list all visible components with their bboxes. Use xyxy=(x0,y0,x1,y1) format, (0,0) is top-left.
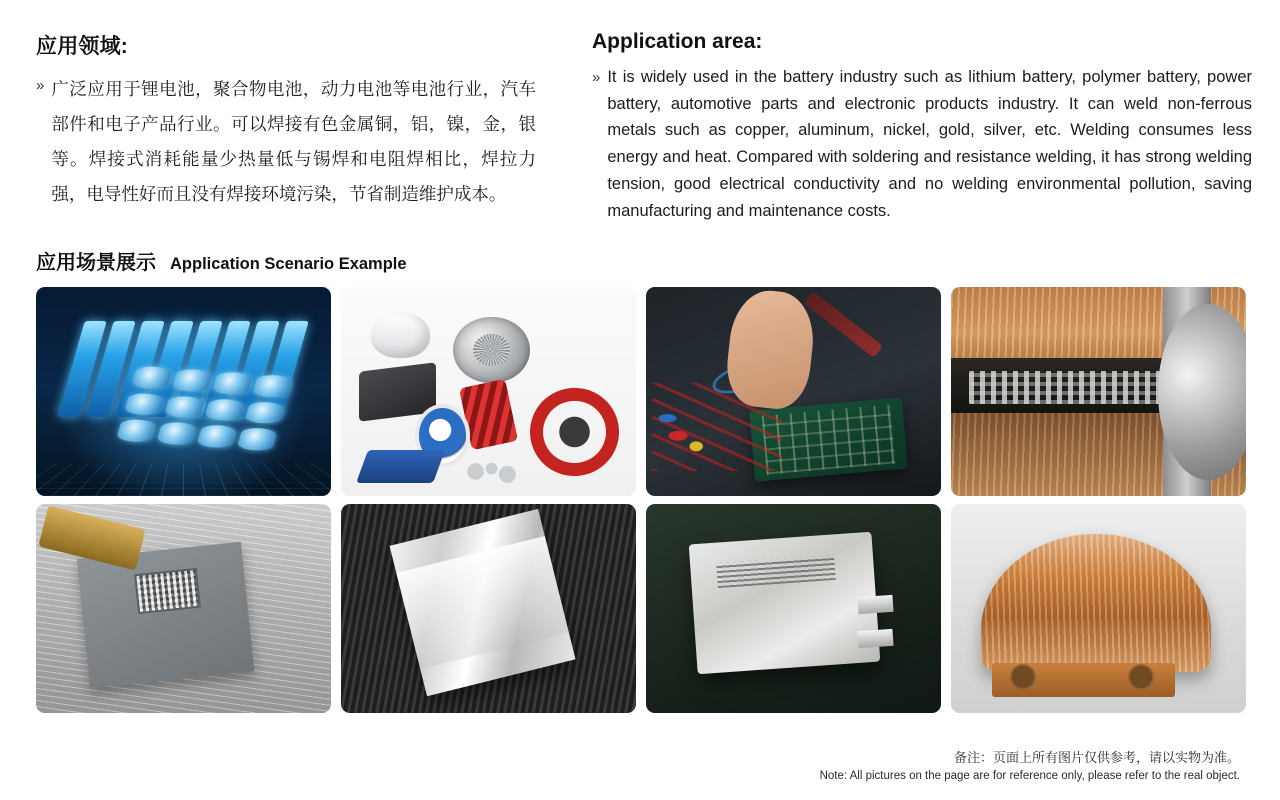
hand-shape xyxy=(723,287,817,412)
gallery-image-pouch-cell xyxy=(646,504,941,713)
application-area-chinese xyxy=(36,30,536,212)
bolts-shape xyxy=(465,457,518,486)
bullet-row-chinese xyxy=(36,72,536,212)
weld-spot-illustration xyxy=(36,504,331,713)
air-filter-shape xyxy=(371,312,430,358)
gallery-image-battery-module-array xyxy=(36,287,331,496)
scenario-title-english: Application Scenario Example xyxy=(170,255,407,274)
bullet-row-english xyxy=(592,64,1252,224)
cell-tab-negative xyxy=(858,628,894,647)
weld-knurl-pattern xyxy=(969,371,1170,404)
metal-sheet-shape xyxy=(77,542,255,688)
gallery-image-copper-foil-welding xyxy=(951,287,1246,496)
page-title: 应用领域: xyxy=(36,35,128,58)
copper-busbar-illustration xyxy=(951,504,1246,713)
scenario-title-chinese: 应用场景展示 xyxy=(36,252,156,275)
gallery-image-automotive-parts xyxy=(341,287,636,496)
copper-foil-illustration xyxy=(951,287,1246,496)
gallery-image-ultrasonic-weld-spot xyxy=(36,504,331,713)
pouch-cell-shape xyxy=(689,532,880,674)
soldering-iron-shape xyxy=(804,291,883,357)
scenario-gallery xyxy=(36,287,1240,713)
gallery-image-foil-pouch xyxy=(341,504,636,713)
alternator-shape xyxy=(453,317,530,384)
battery-cells xyxy=(115,365,293,451)
application-area-english xyxy=(592,30,1252,224)
footer-note xyxy=(820,747,1240,782)
weld-spot-shape xyxy=(134,568,201,614)
pcb-soldering-illustration xyxy=(646,287,941,496)
copper-braid-shape xyxy=(981,534,1211,672)
chevron-right-icon-english: » xyxy=(592,69,601,86)
cell-tab-positive xyxy=(858,595,894,614)
application-area-text-english: It is widely used in the battery industry such as lithium battery, polymer battery, power battery, automotive parts and electronic products industry. It can weld non-ferrous metals such as copper, aluminum, nickel, gold, silver, etc. Welding consumes less energy and heat. Compared with soldering and resistance welding, it has strong welding tension, good electrical conductivity and no welding environmental pollution, saving manufacturing and maintenance costs. xyxy=(607,68,1252,220)
pouch-cell-illustration xyxy=(646,504,941,713)
chevron-right-icon: » xyxy=(36,77,45,94)
foil-pouch-shape xyxy=(389,509,575,696)
gallery-image-pcb-soldering xyxy=(646,287,941,496)
brake-pads-shape xyxy=(356,450,445,483)
footer-note-chinese: 备注：页面上所有图片仅供参考，请以实物为准。 xyxy=(953,750,1240,765)
foil-pouch-illustration xyxy=(341,504,636,713)
steering-wheel-shape xyxy=(524,382,624,481)
intro-columns xyxy=(36,30,1252,224)
page-title-english: Application area: xyxy=(592,30,763,53)
application-area-text-chinese: 广泛应用于锂电池，聚合物电池，动力电池等电池行业，汽车部件和电子产品行业。可以焊接有色金属铜，铝，镍，金，银等。焊接式消耗能量少热量低与锡焊和电阻焊相比，焊拉力强，电导性好而且没有焊接环境污染，节省制造维护成本。 xyxy=(51,79,536,204)
footer-note-english: Note: All pictures on the page are for reference only, please refer to the real object. xyxy=(819,770,1240,782)
gallery-image-copper-busbar xyxy=(951,504,1246,713)
scenario-section-title xyxy=(36,246,1240,275)
automotive-parts-illustration xyxy=(341,287,636,496)
battery-module-illustration xyxy=(36,287,331,496)
circuit-grid xyxy=(36,464,331,497)
